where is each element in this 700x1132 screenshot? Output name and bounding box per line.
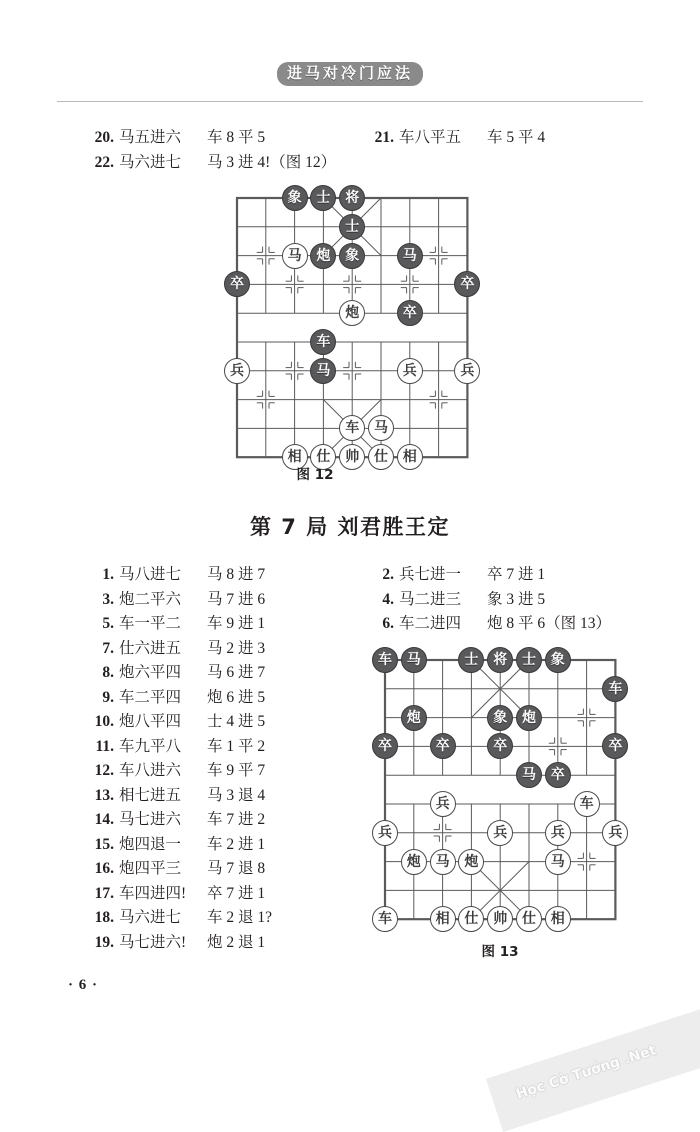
move-row: [88, 882, 272, 907]
move-red: 马六进七: [119, 153, 182, 171]
move-black: 车 9 平 7: [207, 762, 266, 779]
piece-士: 士: [516, 647, 542, 673]
piece-兵: 兵: [224, 358, 250, 384]
move-row: [88, 710, 272, 735]
move-row: [88, 931, 272, 956]
move-row: [88, 151, 336, 176]
piece-卒: 卒: [430, 733, 456, 759]
piece-卒: 卒: [397, 300, 423, 326]
move-row: [368, 126, 545, 151]
move-number: 11.: [95, 737, 114, 755]
move-red: 马八进七: [119, 566, 182, 583]
move-row: [88, 588, 272, 613]
move-number: 15.: [94, 835, 114, 853]
move-number: 10.: [94, 713, 114, 730]
move-red: 车九平八: [119, 737, 182, 755]
move-row: [368, 588, 611, 613]
piece-士: 士: [339, 214, 365, 240]
piece-帅: 帅: [339, 444, 365, 470]
watermark: [486, 1008, 700, 1132]
move-red: 马六进七: [119, 909, 182, 926]
piece-兵: 兵: [487, 820, 513, 846]
move-black: 马 3 退 4: [207, 786, 266, 804]
move-black: 车 1 平 2: [207, 737, 266, 755]
piece-炮: 炮: [401, 849, 427, 875]
move-black: 马 2 进 3: [207, 639, 266, 657]
move-row: [88, 126, 336, 151]
piece-马: 马: [310, 358, 336, 384]
xiangqi-board-fig13: [369, 644, 631, 935]
running-header: [0, 62, 700, 86]
move-number: 9.: [102, 688, 114, 706]
move-row: [88, 833, 272, 858]
move-number: 4.: [382, 590, 394, 608]
move-black: 马 7 进 6: [207, 590, 266, 608]
move-red: 炮四退一: [119, 835, 182, 853]
piece-马: 马: [368, 415, 394, 441]
piece-仕: 仕: [458, 906, 484, 932]
piece-马: 马: [282, 243, 308, 269]
move-red: 马五进六: [119, 129, 182, 146]
piece-象: 象: [339, 243, 365, 269]
move-number: 16.: [94, 860, 114, 877]
piece-象: 象: [487, 705, 513, 731]
move-number: 17.: [94, 884, 114, 902]
move-row: [88, 661, 272, 686]
piece-象: 象: [282, 185, 308, 211]
move-number: 22.: [94, 153, 114, 171]
move-red: 车一平二: [119, 615, 182, 632]
move-red: 炮八平四: [119, 713, 182, 730]
move-row: [88, 906, 272, 931]
piece-兵: 兵: [602, 820, 628, 846]
move-row: [88, 735, 272, 760]
board-grid: [369, 644, 631, 935]
piece-卒: 卒: [602, 733, 628, 759]
piece-马: 马: [545, 849, 571, 875]
piece-马: 马: [430, 849, 456, 875]
watermark-text: Học Cờ Tướng .Net: [514, 1042, 659, 1103]
piece-相: 相: [397, 444, 423, 470]
move-number: 2.: [382, 566, 394, 583]
piece-将: 将: [487, 647, 513, 673]
piece-相: 相: [545, 906, 571, 932]
piece-马: 马: [516, 762, 542, 788]
move-black: 马 8 进 7: [207, 566, 266, 583]
move-number: 6.: [382, 615, 394, 632]
piece-象: 象: [545, 647, 571, 673]
piece-车: 车: [372, 906, 398, 932]
xiangqi-board-fig12: [221, 182, 483, 473]
piece-车: 车: [602, 676, 628, 702]
move-black: 车 7 进 2: [207, 811, 266, 828]
move-red: 车二进四: [399, 615, 462, 632]
section-title: 第 7 局 刘君胜王定: [249, 515, 451, 539]
piece-炮: 炮: [310, 243, 336, 269]
piece-帅: 帅: [487, 906, 513, 932]
piece-相: 相: [430, 906, 456, 932]
piece-炮: 炮: [516, 705, 542, 731]
piece-马: 马: [401, 647, 427, 673]
move-red: 炮二平六: [119, 590, 182, 608]
piece-卒: 卒: [454, 271, 480, 297]
move-row: [88, 612, 272, 637]
move-number: 21.: [374, 129, 394, 146]
move-number: 7.: [102, 639, 114, 657]
piece-炮: 炮: [339, 300, 365, 326]
move-red: 马七进六: [119, 811, 182, 828]
move-red: 车八平五: [399, 129, 462, 146]
move-black: 马 3 进 4!（图 12）: [207, 153, 337, 171]
move-row: [88, 784, 272, 809]
piece-车: 车: [310, 329, 336, 355]
move-red: 炮六平四: [119, 664, 182, 681]
piece-仕: 仕: [368, 444, 394, 470]
move-black: 炮 8 平 6（图 13）: [487, 615, 612, 632]
move-row: [368, 563, 611, 588]
piece-卒: 卒: [224, 271, 250, 297]
move-number: 13.: [94, 786, 114, 804]
move-black: 炮 6 进 5: [207, 688, 266, 706]
move-red: 马七进六!: [119, 933, 187, 951]
move-black: 车 2 退 1?: [207, 909, 273, 926]
piece-车: 车: [574, 791, 600, 817]
move-row: [88, 686, 272, 711]
piece-炮: 炮: [458, 849, 484, 875]
move-number: 3.: [102, 590, 114, 608]
move-list-game7-right: [368, 563, 611, 637]
move-list-continuation-left: [88, 126, 336, 175]
piece-卒: 卒: [372, 733, 398, 759]
piece-士: 士: [458, 647, 484, 673]
move-black: 士 4 进 5: [207, 713, 266, 730]
move-red: 车八进六: [119, 762, 182, 779]
move-red: 马二进三: [399, 590, 462, 608]
move-number: 12.: [94, 762, 114, 779]
piece-兵: 兵: [430, 791, 456, 817]
move-black: 车 9 进 1: [207, 615, 266, 632]
move-black: 象 3 进 5: [487, 590, 546, 608]
piece-相: 相: [282, 444, 308, 470]
piece-兵: 兵: [545, 820, 571, 846]
figure-caption-12: 图 12: [296, 467, 334, 483]
move-black: 车 8 平 5: [207, 129, 266, 146]
move-number: 20.: [94, 129, 114, 146]
move-row: [88, 857, 272, 882]
move-number: 1.: [102, 566, 114, 583]
move-black: 车 2 进 1: [207, 835, 266, 853]
move-black: 炮 2 退 1: [207, 933, 266, 951]
piece-马: 马: [397, 243, 423, 269]
move-red: 炮四平三: [119, 860, 182, 877]
figure-caption-13: 图 13: [481, 944, 519, 960]
move-row: [88, 563, 272, 588]
piece-兵: 兵: [372, 820, 398, 846]
move-number: 5.: [102, 615, 114, 632]
page-number: · 6 ·: [68, 977, 99, 993]
piece-车: 车: [372, 647, 398, 673]
running-title: 进马对冷门应法: [277, 62, 423, 86]
move-number: 8.: [102, 664, 114, 681]
piece-兵: 兵: [397, 358, 423, 384]
move-black: 卒 7 进 1: [207, 884, 266, 902]
move-black: 车 5 平 4: [487, 129, 546, 146]
piece-卒: 卒: [487, 733, 513, 759]
move-number: 14.: [94, 811, 114, 828]
move-red: 仕六进五: [119, 639, 182, 657]
move-row: [88, 637, 272, 662]
move-red: 车二平四: [119, 688, 182, 706]
piece-士: 士: [310, 185, 336, 211]
piece-仕: 仕: [310, 444, 336, 470]
piece-车: 车: [339, 415, 365, 441]
move-list-continuation-right: [368, 126, 545, 151]
move-number: 18.: [94, 909, 114, 926]
move-row: [368, 612, 611, 637]
piece-仕: 仕: [516, 906, 542, 932]
move-number: 19.: [94, 933, 114, 951]
piece-炮: 炮: [401, 705, 427, 731]
move-red: 相七进五: [119, 786, 182, 804]
move-row: [88, 759, 272, 784]
move-red: 兵七进一: [399, 566, 462, 583]
move-red: 车四进四!: [119, 884, 187, 902]
piece-卒: 卒: [545, 762, 571, 788]
move-row: [88, 808, 272, 833]
header-divider: [57, 101, 643, 102]
move-black: 卒 7 进 1: [487, 566, 546, 583]
move-black: 马 6 进 7: [207, 664, 266, 681]
move-black: 马 7 退 8: [207, 860, 266, 877]
move-list-game7-left: [88, 563, 272, 955]
piece-兵: 兵: [454, 358, 480, 384]
piece-将: 将: [339, 185, 365, 211]
